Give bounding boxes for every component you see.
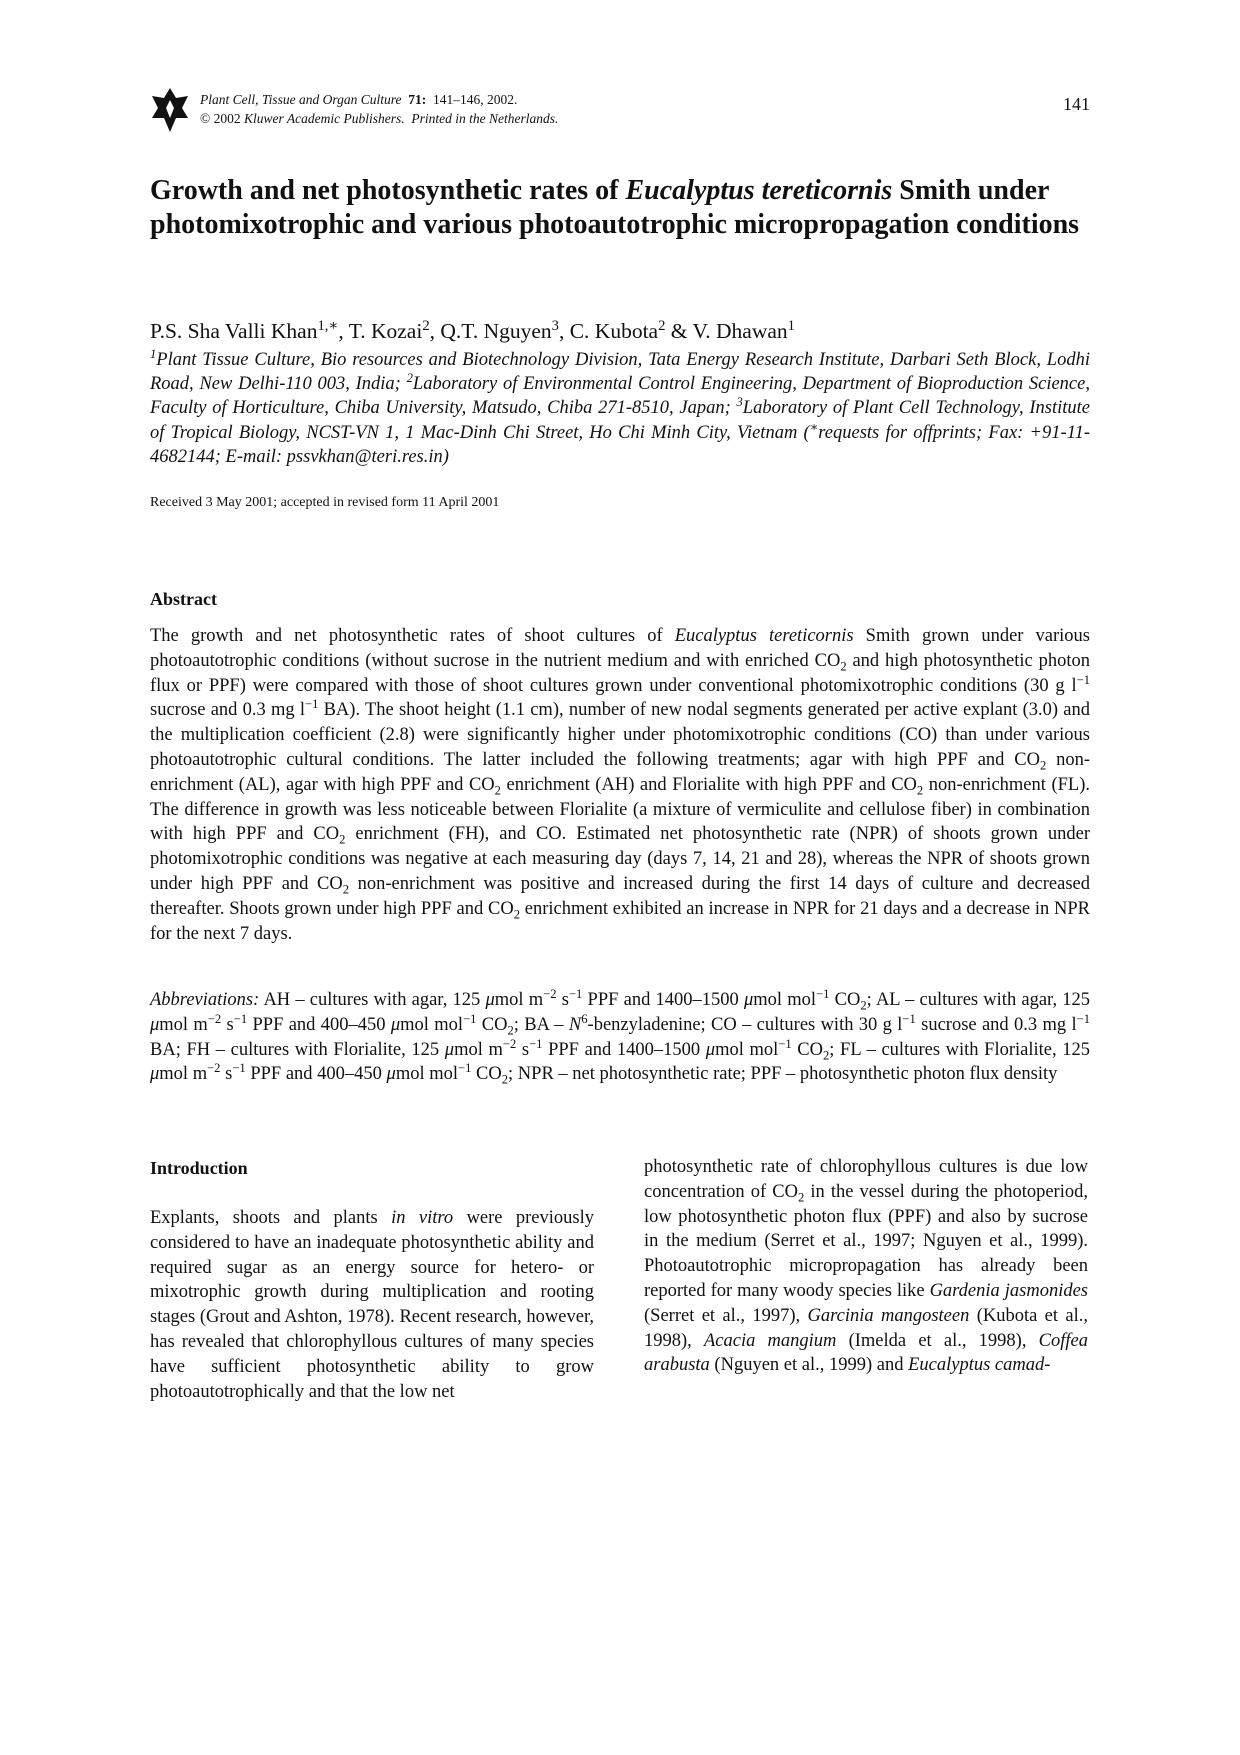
abstract-heading: Abstract	[150, 589, 217, 609]
abbreviations-paragraph: Abbreviations: AH – cultures with agar, 125 μmol $m^{-2}$ $s^{-1}$ PPF and 1400–1500 μmol mol$^{-1}$ $CO_2$; AL – cultures with agar, 125 μmol $m^{-2}$ $s^{-1}$ PPF and 400–450 μmol mol$^{-1}$ $CO_2$; BA – $N^6$-benzyladenine; CO – cultures with 30 g $l^{-1}$ sucrose and 0.3 mg $l^{-1}$ BA; FH – cultures with Florialite, 125 μmol $m^{-2}$ $s^{-1}$ PPF and 1400–1500 μmol mol$^{-1}$ $CO_2$; FL – cultures with Florialite, 125 μmol $m^{-2}$ $s^{-1}$ PPF and 400–450 μmol mol$^{-1}$ $CO_2$; NPR – net photosynthetic rate; PPF – photosynthetic photon flux density	[150, 986, 1091, 1088]
introduction-right-column: photosynthetic rate of chlorophyllous cultures is due low concentration of $CO_2$ in the vessel during the photoperiod, low photosynthetic photon flux (PPF) and also by sucrose in the medium (Serret et al., 1997; Nguyen et al., 1999). Photoautotrophic micropropagation has already been reported for many woody species like Gardenia jasmonides (Serret et al., 1997), Garcinia mangosteen (Kubota et al., 1998), Acacia mangium (Imelda et al., 1998), Coffea arabusta (Nguyen et al., 1999) and Eucalyptus camad-	[644, 1157, 1088, 1376]
abstract-body: The growth and net photosynthetic rates of shoot cultures of Eucalyptus tereticornis Smith grown under various photoautotrophic conditions (without sucrose in the nutrient medium and with enriched $CO_2$ and high photosynthetic photon flux or PPF) were compared with those of shoot cultures grown under conventional photomixotrophic conditions (30 g $l^{-1}$ sucrose and 0.3 mg $l^{-1}$ BA). The shoot height (1.1 cm), number of new nodal segments generated per active explant (3.0) and the multiplication coefficient (2.8) were significantly higher under photomixotrophic conditions (CO) than under various photoautotrophic cultural conditions. The latter included the following treatments; agar with high PPF and $CO_2$ non-enrichment (AL), agar with high PPF and $CO_2$ enrichment (AH) and Florialite with high PPF and $CO_2$ non-enrichment (FL). The difference in growth was less noticeable between Florialite (a mixture of vermiculite and cellulose fiber) in combination with high PPF and $CO_2$ enrichment (FH), and CO. Estimated net photosynthetic rate (NPR) of shoots grown under photomixotrophic conditions was negative at each measuring day (days 7, 14, 21 and 28), whereas the NPR of shoots grown under high PPF and $CO_2$ non-enrichment was positive and increased during the first 14 days of culture and decreased thereafter. Shoots grown under high PPF and $CO_2$ enrichment exhibited an increase in NPR for 21 days and a decrease in NPR for the next 7 days.	[150, 626, 1091, 944]
publisher-logo-icon	[152, 88, 188, 132]
introduction-heading: Introduction	[150, 1158, 248, 1178]
copyright-symbol: ©	[200, 111, 211, 126]
journal-citation	[200, 90, 558, 128]
introduction-left-column: Explants, shoots and plants in vitro were previously considered to have an inadequate photosynthetic ability and required sugar as an energy source for hetero- or mixotrophic growth during multiplication and rooting stages (Grout and Ashton, 1978). Recent research, however, has revealed that chlorophyllous cultures of many species have sufficient photosynthetic ability to grow photoautotrophically and that the low net	[150, 1208, 594, 1402]
journal-name: Plant Cell, Tissue and Organ Culture	[200, 92, 402, 107]
author-list: P.S. Sha Valli Khan$^{1,∗}$, T. Kozai$^2$, Q.T. Nguyen$^3$, C. Kubota$^2$ & V. Dhawan$^1$	[150, 317, 795, 343]
paper-title: Growth and net photosynthetic rates of Eucalyptus tereticornis Smith under photomixotrophic and various photoautotrophic micropropagation conditions	[150, 175, 1080, 240]
journal-line-2	[200, 109, 558, 128]
printed-note: Printed in the Netherlands.	[411, 111, 559, 126]
title-species: Eucalyptus tereticornis	[625, 175, 893, 206]
affiliations: $^1$Plant Tissue Culture, Bio resources and Biotechnology Division, Tata Energy Research Institute, Darbari Seth Block, Lodhi Road, New Delhi-110 003, India; $^2$Laboratory of Environmental Control Engineering, Department of Bioproduction Science, Faculty of Horticulture, Chiba University, Matsudo, Chiba 271-8510, Japan; $^3$Laboratory of Plant Cell Technology, Institute of Tropical Biology, NCST-VN 1, 1 Mac-Dinh Chi Street, Ho Chi Minh City, Vietnam (∗requests for offprints; Fax: +91-11-4682144; E-mail: pssvkhan@teri.res.in)	[150, 346, 1090, 467]
copyright-year: 2002	[213, 111, 241, 126]
publisher-name: Kluwer Academic Publishers.	[244, 111, 405, 126]
received-date: Received 3 May 2001; accepted in revised form 11 April 2001	[150, 495, 500, 510]
journal-volume: 71:	[408, 92, 427, 107]
journal-pages: 141–146, 2002.	[433, 92, 518, 107]
page-number: 141	[1063, 94, 1090, 114]
abbreviations-label: Abbreviations:	[150, 990, 260, 1010]
journal-line-1	[200, 90, 558, 109]
